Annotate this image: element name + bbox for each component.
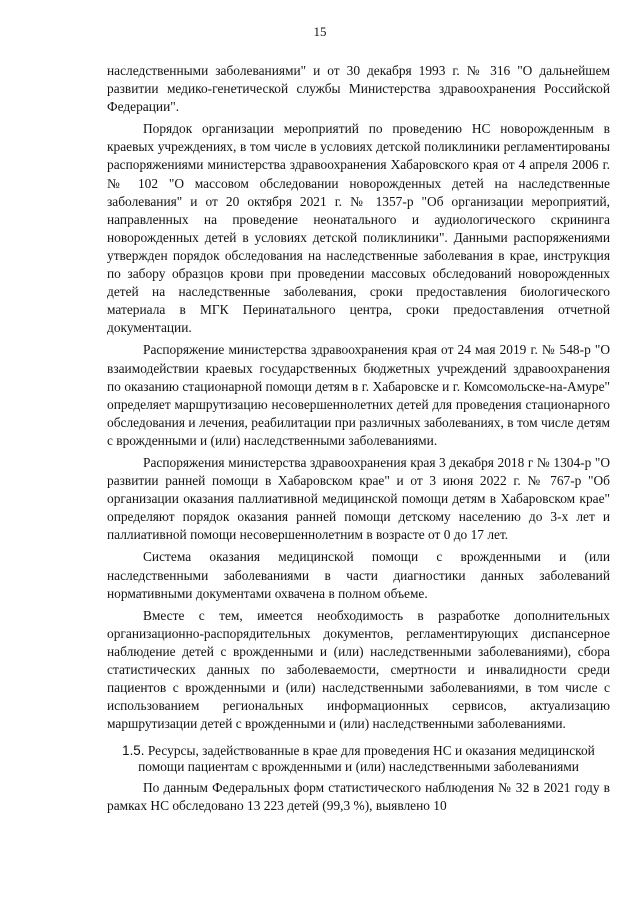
section-number: 1.5. xyxy=(122,743,145,759)
document-body xyxy=(107,62,610,816)
paragraph-early-palliative-help: Распоряжения министерства здравоохранения края 3 декабря 2018 г № 1304-р "О развитии ранней помощи в Хабаровском крае" и от 3 июня 2022 г. № 767-р "Об организации оказания паллиативной медицинской помощи детям в Хабаровском крае" определяют порядок оказания ранней помощи детскому населению до 3-х лет и паллиативной помощи несовершеннолетним в возрасте от 0 до 17 лет. xyxy=(107,454,610,543)
section-title: Ресурсы, задействованные в крае для проведения НС и оказания медицинской помощи пациентам с врожденными и (или) наследственными заболеваниями xyxy=(138,743,595,775)
paragraph-routing-order: Распоряжение министерства здравоохранения края от 24 мая 2019 г. № 548-р "О взаимодействии краевых государственных бюджетных учреждений здравоохранения по оказанию стационарной помощи детям в г. Хабаровске и г. Комсомольске-на-Амуре" определяет маршрутизацию несовершеннолетних детей для проведения стационарного обследования и лечения, реабилитации при различных заболеваниях, в том числе детям с врожденными и (или) наследственными заболеваниями. xyxy=(107,342,610,448)
paragraph-system-coverage: Система оказания медицинской помощи с врожденными и (или наследственными заболеваниями в части диагностики данных заболеваний нормативными документами охвачена в полном объеме. xyxy=(107,549,610,601)
paragraph-continuation: наследственными заболеваниями" и от 30 декабря 1993 г. № 316 "О дальнейшем развитии медико-генетической службы Министерства здравоохранения Российской Федерации". xyxy=(107,63,610,115)
section-heading xyxy=(107,743,610,775)
page-number: 15 xyxy=(313,24,327,39)
paragraph-statistics: По данным Федеральных форм статистического наблюдения № 32 в 2021 году в рамках НС обследовано 13 223 детей (99,3 %), выявлено 10 xyxy=(107,780,610,814)
paragraph-additional-documents: Вместе с тем, имеется необходимость в разработке дополнительных организационно-распорядительных документов, регламентирующих диспансерное наблюдение детей с врожденными и (или) наследственными заболеваниями), сбора статистических данных по заболеваемости, смертности и инвалидности среди пациентов с врожденными и (или) наследственными заболеваниями, в том числе с использованием региональных информационных сервисов, актуализацию маршрутизации детей с врожденными и (или) наследственными заболеваниями. xyxy=(107,607,610,732)
paragraph-screening-order: Порядок организации мероприятий по проведению НС новорожденным в краевых учреждениях, в том числе в условиях детской поликлиники регламентированы распоряжениями министерства здравоохранения Хабаровского края от 4 апреля 2006 г. № 102 "О массовом обследовании новорожденных детей на наследственные заболевания" и от 20 октября 2021 г. № 1357-р "Об организации мероприятий, направленных на проведение неонатального и аудиологического скрининга новорожденных детей в условиях детской поликлиники". Данными распоряжениями утвержден порядок обследования на наследственные заболевания в крае, инструкция по забору образцов крови при проведении массовых обследований новорожденных детей на наследственные заболевания, сроки предоставления биологического материала в МГК Перинатального центра, сроки предоставления отчетной документации. xyxy=(107,121,610,336)
